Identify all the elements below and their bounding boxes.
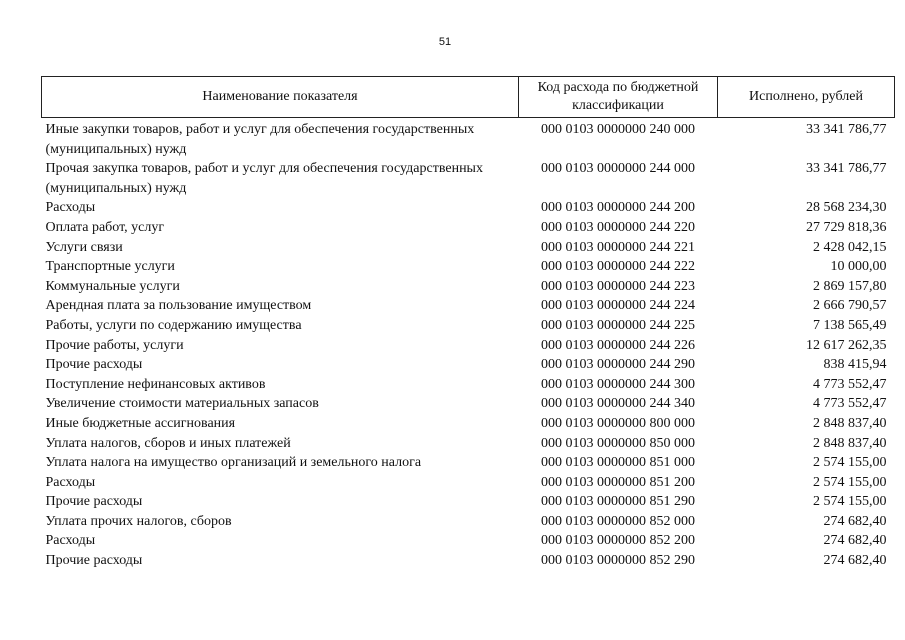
budget-code-cell: 000 0103 0000000 244 220 [541, 219, 695, 235]
indicator-name-cell: Транспортные услуги [45, 259, 175, 275]
table-row [42, 492, 895, 512]
table-row [42, 296, 895, 316]
indicator-name-cell: Оплата работ, услуг [45, 219, 165, 235]
table-row [42, 453, 895, 473]
header-row [42, 77, 895, 118]
indicator-name-cell: Иные закупки товаров, работ и услуг для обеспечения государственных (муниципальных) нужд [45, 122, 475, 157]
indicator-name-cell: Расходы [45, 474, 96, 490]
table-row [42, 238, 895, 258]
executed-amount-cell: 27 729 818,36 [806, 219, 887, 235]
indicator-name-cell: Уплата прочих налогов, сборов [45, 513, 232, 529]
executed-amount-cell: 7 138 565,49 [813, 317, 887, 333]
budget-code-cell: 000 0103 0000000 244 290 [541, 357, 695, 373]
budget-code-cell: 000 0103 0000000 852 200 [541, 533, 695, 549]
table-row [42, 434, 895, 454]
table-row [42, 316, 895, 336]
budget-code-cell: 000 0103 0000000 244 225 [541, 317, 695, 333]
executed-amount-cell: 2 428 042,15 [813, 239, 887, 255]
table-row [42, 159, 895, 198]
executed-amount-cell: 274 682,40 [823, 553, 887, 569]
executed-amount-cell: 33 341 786,77 [806, 122, 887, 137]
executed-amount-cell: 838 415,94 [823, 357, 887, 373]
indicator-name-cell: Расходы [45, 533, 96, 549]
executed-amount-cell: 274 682,40 [823, 533, 887, 549]
header-executed-amount: Исполнено, рублей [718, 77, 895, 118]
budget-code-cell: 000 0103 0000000 244 200 [541, 200, 695, 216]
budget-report-table [41, 76, 895, 571]
executed-amount-cell: 4 773 552,47 [813, 376, 887, 392]
table-row [42, 531, 895, 551]
table-row [42, 551, 895, 571]
header-indicator-name: Наименование показателя [42, 77, 519, 118]
budget-code-cell: 000 0103 0000000 852 290 [541, 553, 695, 569]
budget-code-cell: 000 0103 0000000 244 221 [541, 239, 695, 255]
indicator-name-cell: Прочие расходы [45, 357, 143, 373]
indicator-name-cell: Прочие работы, услуги [45, 337, 184, 353]
indicator-name-cell: Прочая закупка товаров, работ и услуг для обеспечения государственных (муниципальных) нужд [45, 161, 483, 196]
executed-amount-cell: 2 574 155,00 [813, 494, 887, 510]
table-row [42, 414, 895, 434]
indicator-name-cell: Увеличение стоимости материальных запасов [45, 396, 319, 412]
table-row [42, 277, 895, 297]
executed-amount-cell: 2 666 790,57 [813, 298, 887, 314]
table-row [42, 257, 895, 277]
executed-amount-cell: 4 773 552,47 [813, 396, 887, 412]
budget-code-cell: 000 0103 0000000 244 000 [541, 161, 695, 177]
indicator-name-cell: Поступление нефинансовых активов [45, 376, 266, 392]
table-row [42, 198, 895, 218]
table-row [42, 355, 895, 375]
budget-code-cell: 000 0103 0000000 851 290 [541, 494, 695, 510]
indicator-name-cell: Уплата налога на имущество организаций и земельного налога [45, 455, 422, 471]
indicator-name-cell: Коммунальные услуги [45, 278, 180, 294]
budget-code-cell: 000 0103 0000000 851 200 [541, 474, 695, 490]
budget-code-cell: 000 0103 0000000 244 226 [541, 337, 695, 353]
table-row [42, 473, 895, 493]
indicator-name-cell: Арендная плата за пользование имуществом [45, 298, 312, 314]
table-header [42, 77, 895, 118]
table-row [42, 394, 895, 414]
executed-amount-cell: 33 341 786,77 [806, 161, 887, 177]
budget-code-cell: 000 0103 0000000 852 000 [541, 513, 695, 529]
table-body [42, 118, 895, 571]
executed-amount-cell: 10 000,00 [830, 259, 887, 275]
executed-amount-cell: 274 682,40 [823, 513, 887, 529]
budget-code-cell: 000 0103 0000000 800 000 [541, 415, 695, 431]
indicator-name-cell: Работы, услуги по содержанию имущества [45, 317, 302, 333]
executed-amount-cell: 2 848 837,40 [813, 415, 887, 431]
table-row [42, 118, 895, 160]
budget-code-cell: 000 0103 0000000 850 000 [541, 435, 695, 451]
executed-amount-cell: 28 568 234,30 [806, 200, 887, 216]
indicator-name-cell: Иные бюджетные ассигнования [45, 415, 236, 431]
executed-amount-cell: 2 574 155,00 [813, 474, 887, 490]
executed-amount-cell: 2 869 157,80 [813, 278, 887, 294]
budget-code-cell: 000 0103 0000000 244 222 [541, 259, 695, 275]
budget-code-cell: 000 0103 0000000 851 000 [541, 455, 695, 471]
table-row [42, 218, 895, 238]
indicator-name-cell: Уплата налогов, сборов и иных платежей [45, 435, 291, 451]
indicator-name-cell: Прочие расходы [45, 494, 143, 510]
executed-amount-cell: 12 617 262,35 [806, 337, 887, 353]
executed-amount-cell: 2 848 837,40 [813, 435, 887, 451]
indicator-name-cell: Услуги связи [45, 239, 123, 255]
budget-code-cell: 000 0103 0000000 244 223 [541, 278, 695, 294]
budget-code-cell: 000 0103 0000000 244 224 [541, 298, 695, 314]
table-row [42, 375, 895, 395]
header-budget-code: Код расхода по бюджетной классификации [519, 77, 718, 118]
table-row [42, 336, 895, 356]
budget-code-cell: 000 0103 0000000 240 000 [541, 122, 695, 137]
executed-amount-cell: 2 574 155,00 [813, 455, 887, 471]
budget-code-cell: 000 0103 0000000 244 300 [541, 376, 695, 392]
budget-code-cell: 000 0103 0000000 244 340 [541, 396, 695, 412]
indicator-name-cell: Расходы [45, 200, 96, 216]
page-number: 51 [438, 36, 452, 48]
table-row [42, 512, 895, 532]
indicator-name-cell: Прочие расходы [45, 553, 143, 569]
